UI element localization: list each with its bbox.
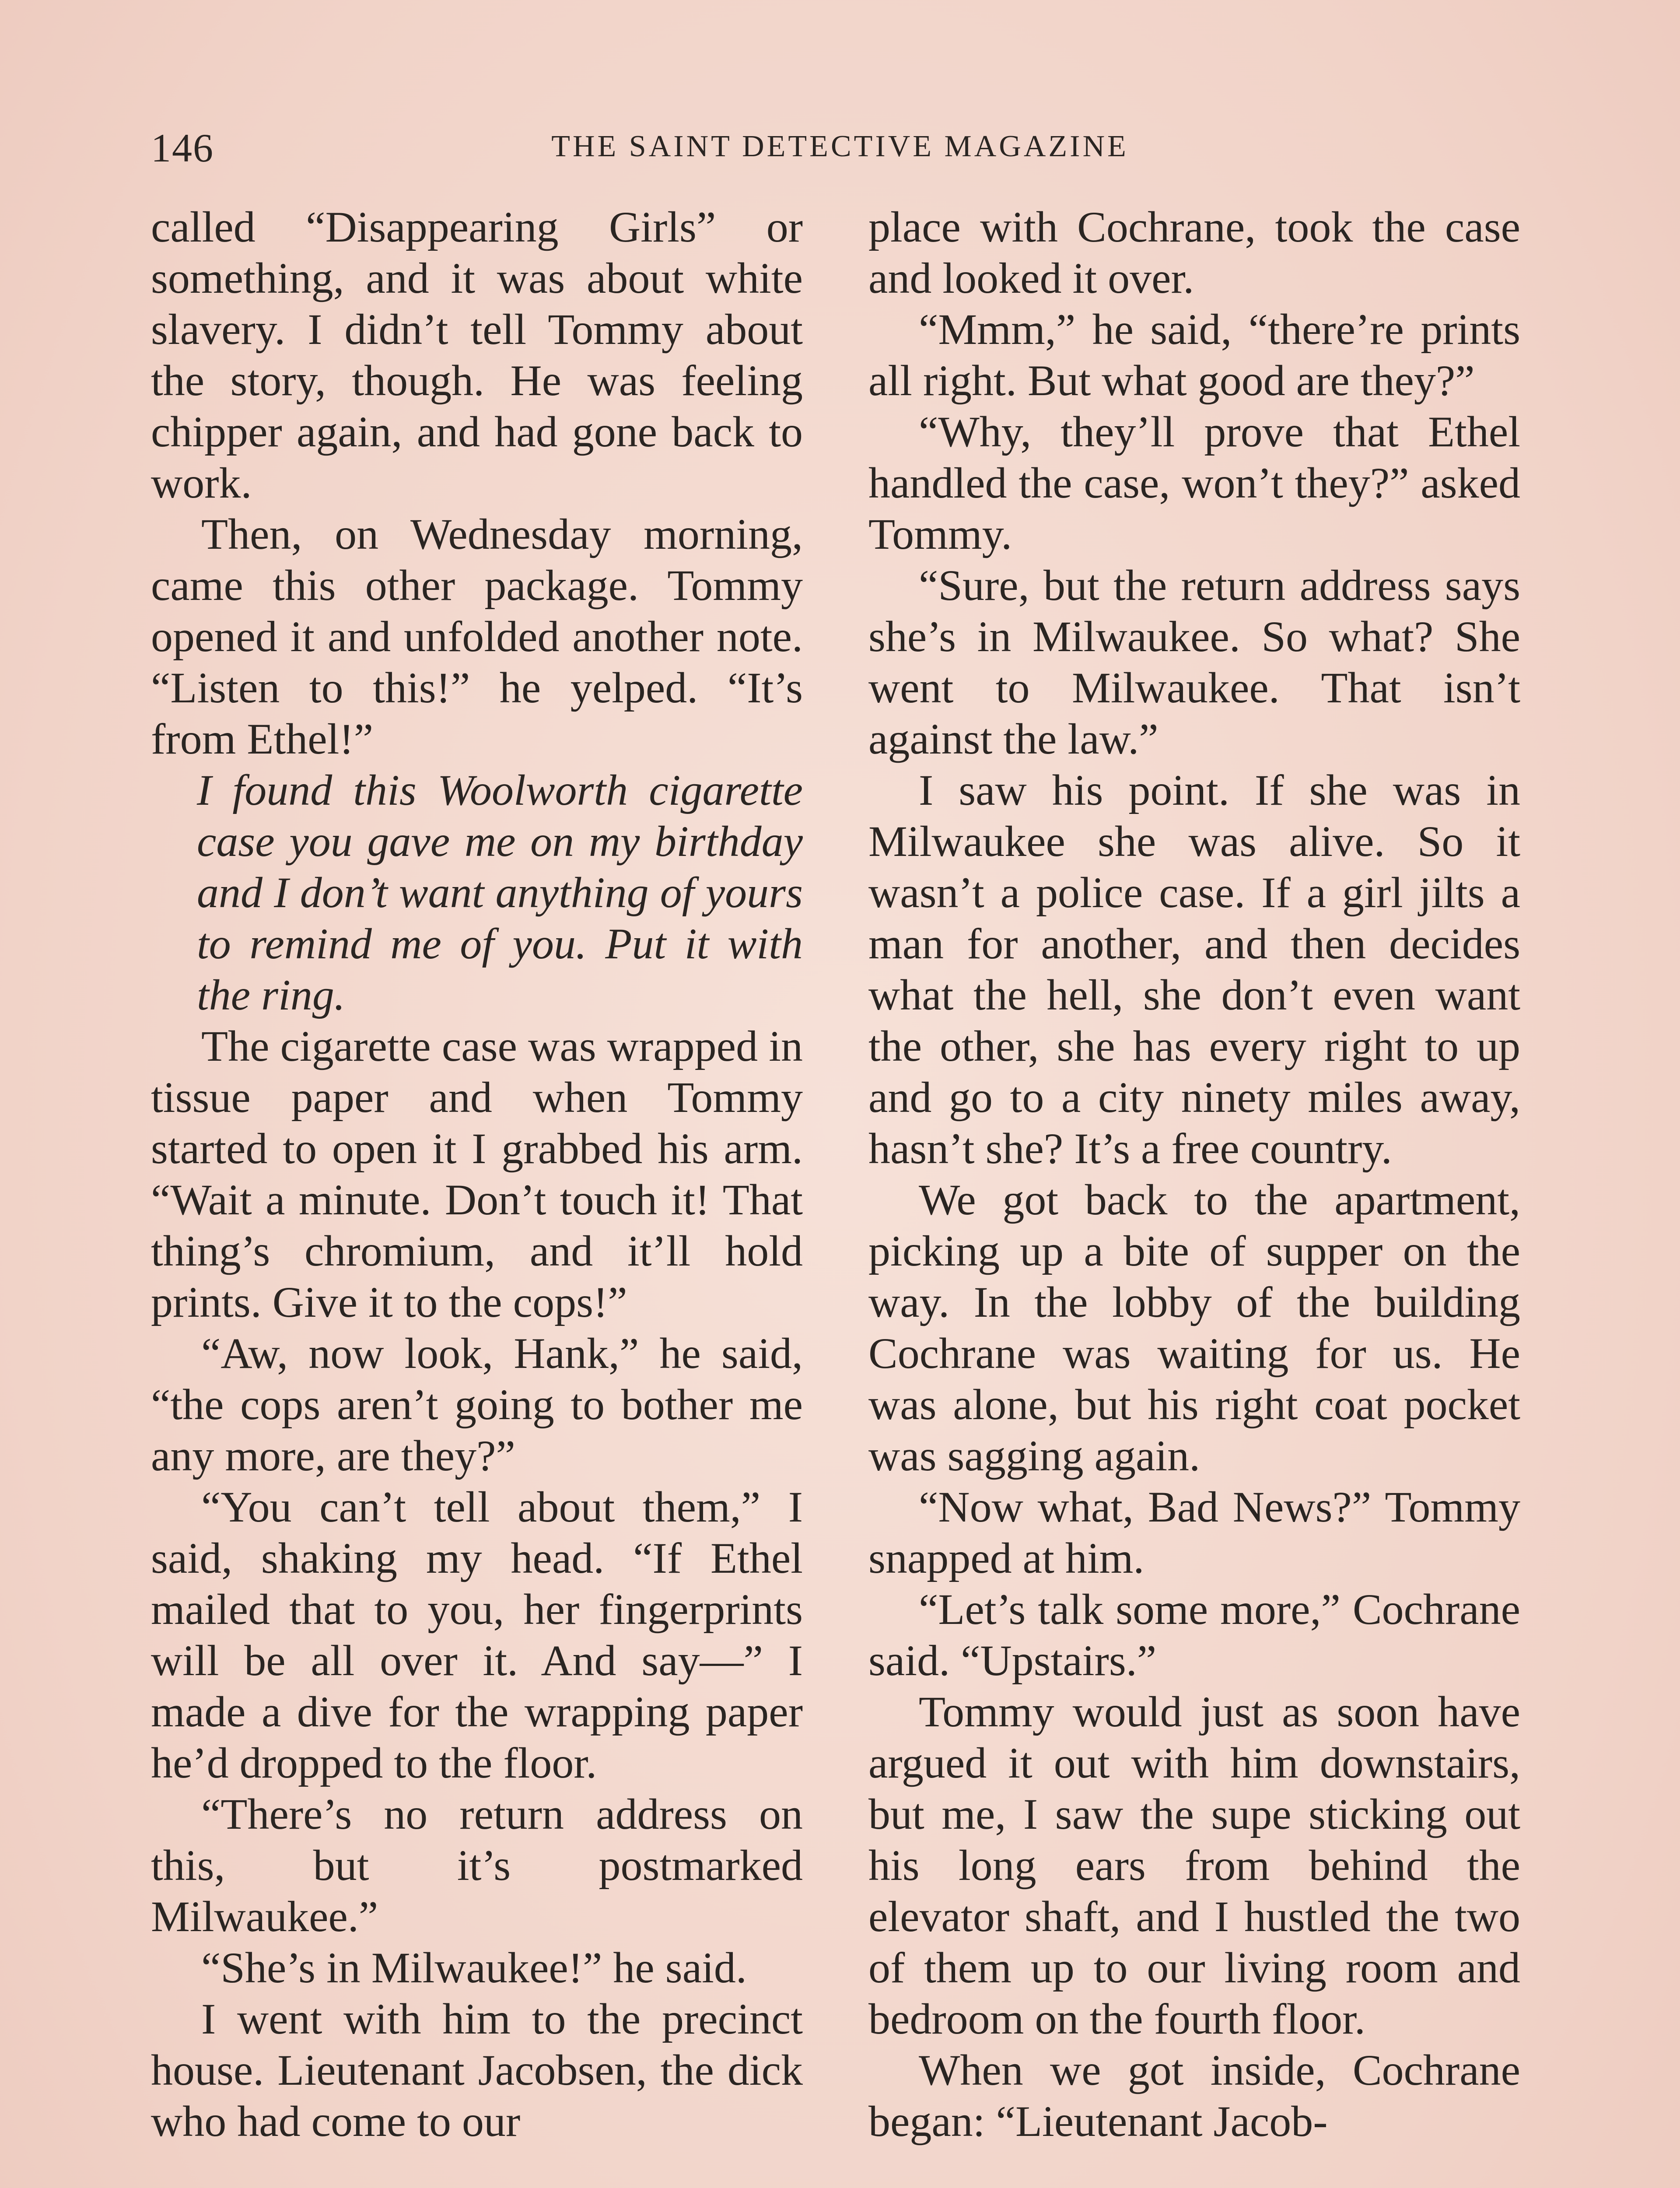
paragraph: When we got inside, Cochrane began: “Lieutenant Jacob- xyxy=(868,2046,1520,2146)
paragraph: Tommy would just as soon have argued it out with him downstairs, but me, I saw the supe sticking out his long ears from behind the elevator shaft, and I hustled the two of them up to our living room and bedroom on the fourth floor. xyxy=(868,1687,1520,2043)
paragraph: Then, on Wednesday morning, came this other package. Tommy opened it and unfolded another note. “Listen to this!” he yelped. “It’s from Ethel!” xyxy=(151,510,803,763)
right-column xyxy=(868,201,1520,2147)
paragraph: “Aw, now look, Hank,” he said, “the cops aren’t going to bother me any more, are they?” xyxy=(151,1329,803,1480)
paragraph: “Now what, Bad News?” Tommy snapped at him. xyxy=(868,1483,1520,1582)
paragraph: “Let’s talk some more,” Cochrane said. “Upstairs.” xyxy=(868,1585,1520,1685)
paragraph: We got back to the apartment, picking up a bite of supper on the way. In the lobby of the building Cochrane was waiting for us. He was alone, but his right coat pocket was sagging again. xyxy=(868,1175,1520,1480)
paragraph: “Sure, but the return address says she’s in Milwaukee. So what? She went to Milwaukee. That isn’t against the law.” xyxy=(868,561,1520,763)
paragraph: The cigarette case was wrapped in tissue paper and when Tommy started to open it I grabbed his arm. “Wait a minute. Don’t touch it! That thing’s chromium, and it’ll hold prints. Give it to the cops!” xyxy=(151,1022,803,1326)
paragraph: “She’s in Milwaukee!” he said. xyxy=(201,1943,747,1992)
paragraph: I went with him to the precinct house. Lieutenant Jacobsen, the dick who had come to our xyxy=(151,1995,803,2146)
paragraph: “You can’t tell about them,” I said, shaking my head. “If Ethel mailed that to you, her fingerprints will be all over it. And say—” I made a dive for the wrapping paper he’d dropped to the floor. xyxy=(151,1483,803,1787)
letter-quote: I found this Woolworth cigarette case you gave me on my birthday and I don’t want anything of yours to remind me of you. Put it with the ring. xyxy=(197,766,803,1019)
paragraph: “There’s no return address on this, but it’s postmarked Milwaukee.” xyxy=(151,1790,803,1941)
paragraph: place with Cochrane, took the case and looked it over. xyxy=(868,203,1520,302)
paragraph: called “Disappearing Girls” or something, and it was about white slavery. I didn’t tell Tommy about the story, though. He was feeling chipper again, and had gone back to work. xyxy=(151,203,803,507)
page-number: 146 xyxy=(151,126,214,170)
paragraph: “Mmm,” he said, “there’re prints all right. But what good are they?” xyxy=(868,305,1520,405)
paragraph: “Why, they’ll prove that Ethel handled the case, won’t they?” asked Tommy. xyxy=(868,407,1520,558)
paragraph: I saw his point. If she was in Milwaukee she was alive. So it wasn’t a police case. If a girl jilts a man for another, and then decides what the hell, she don’t even want the other, she has every right to up and go to a city ninety miles away, hasn’t she? It’s a free country. xyxy=(868,766,1520,1173)
page-header xyxy=(151,125,1529,173)
left-column xyxy=(151,201,803,2147)
running-title: THE SAINT DETECTIVE MAGAZINE xyxy=(551,130,1129,163)
